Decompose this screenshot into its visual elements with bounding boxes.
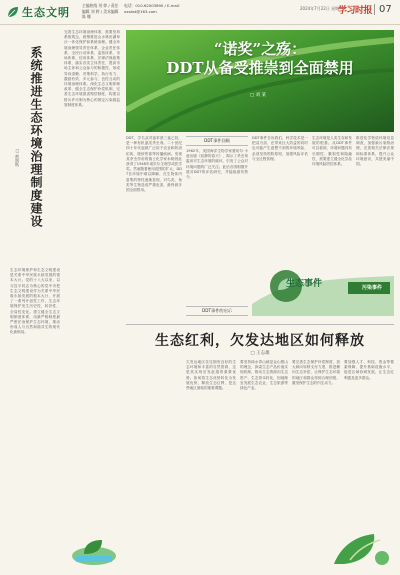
ddt-col-2 [186,136,248,318]
ddt-text-col-3: DDT事件告诉我们，科学技术是一把双刃剑，在带来巨大效益的同时也可能产生意想不到的环境风险，必须坚持预防原则，加强风险评估与全过程管理。 [252,136,308,161]
ddt-lesson-box [186,306,248,316]
feature-text-col-1: 生态环境保护和生态文明建设是关系中华民族永续发展的根本大计。党的十八大以来，以习近平同志为核心的党中央把生态文明建设作为关系中华民族永续发展的根本大计，开展了一系列开创性工作，生态环境保护发生历史性、转折性、全局性变化。建立健全生态文明制度体系，用最严格制度最严密法治保护生态环境，推动形成人与自然和谐共生的现代化新格局。 [10,268,60,335]
photo-headline-line-1: “诺奖”之殇： [213,40,307,58]
ddt-text-col-5: 推进化学物质环境信息调查，加强新污染物治理，完善相关法律法规和标准体系，提升公众环境意识，共建美丽中国。 [356,136,394,167]
article-byline: □ 王志雄 [250,351,270,356]
green-logo [70,536,118,566]
issue-date: 2024年7月22日 星期一 [300,6,344,11]
eco-logo [330,528,394,568]
article-text-col-1: 欠发达地区往往拥有良好的生态环境和丰富的自然资源，这是其实现后发赶超的重要优势。如何将生态优势转化为发展优势，释放生态红利，是这些地区面临的重要课题。 [186,360,236,391]
paper-name: 学习时报 [338,6,373,16]
emblem-subtitle: 污染事件 [361,285,382,291]
leaf-icon [6,5,20,19]
ddt-text-col-1: DDT，学名双对氯苯基三氯乙烷，是一种有机氯类杀虫剂。二十世纪四十年代起被广泛用于农业和防治疟疾、斑疹伤寒等传播疾病。发现其杀虫作用的瑞士化学家米勒因此获得了1948年诺贝尔生理学或医学奖。然而随着使用范围的扩大，DDT在环境中难以降解、在生物体内富集的特性逐渐显现，对鸟类、鱼类等生物造成严重危害，最终被多国全面禁用。 [126,136,182,193]
emblem-title: 生态事件 [286,279,323,289]
page-number: 07 [374,4,392,15]
feature-title: 系统推进生态环境治理制度建设 [29,46,43,228]
editors-info: 主编热线 刘 婷 / 责任编辑 刘 婷 / 美术编辑 陈 娜 [82,3,119,19]
feature-byline: □ 黄润秋 [15,148,20,167]
photo-byline: □ 刘 某 [250,93,267,98]
section-title: 生态文明 [22,6,70,19]
article-text-col-3: 要完善生态保护补偿制度，加大纵向转移支付力度，推进横向生态补偿，让保护生态环境的地区和群众得到合理回报，激发保护生态的内生动力。 [292,360,340,385]
ddt-review-label: DDT事件回顾 [186,136,248,146]
article-text-col-4: 要加强人才、科技、资金等要素保障，提升基础设施水平，促进区域协调发展，让生态红利惠及更多群众。 [344,360,394,380]
article-text-col-2: 要坚持绿水青山就是金山银山的理念，探索生态产品价值实现机制，推动生态资源向生态资产、生态资本转化，因地制宜发展生态农业、生态旅游等绿色产业。 [240,360,288,391]
ddt-text-col-2: 1962年，美国海洋生物学家蕾切尔·卡逊出版《寂静的春天》，揭示了杀虫剂滥用对生态环境的破坏，引发了公众对环境问题的广泛关注。此后各国相继开展对DDT的评估研究，并陆续颁布禁令。 [186,149,248,180]
photo-headline [126,40,394,78]
contact-info: 电话：010-62003890 / E-mail：xxsbst@163.com [124,3,183,14]
article-title: 生态红利，欠发达地区如何释放 [155,333,365,349]
section-divider [126,324,394,325]
ddt-text-col-4: 生态环境是人类生存和发展的根基。从DDT事件可以看到，环境问题具有长期性、累积性和隐蔽性，需要建立健全化学品环境风险防控体系。 [312,136,352,167]
feature-text-col-2: 完善生态环境治理体系，需要坚持系统观念，统筹推进山水林田湖草沙一体化保护和系统治理。健全环境治理领导责任体系、企业责任体系、全民行动体系、监管体系、市场体系、信用体系、法律法规政策体系，落实各类主体责任，提高市场主体和公众参与的积极性，形成导向清晰、决策科学、执行有力、激励有效、多元参与、良性互动的环境治理体系。深化生态文明体制改革，健全生态保护补偿机制，完善生态环境损害赔偿制度，构建以排污许可制为核心的固定污染源监管制度体系。 [64,30,120,107]
ddt-lesson-label: DDT事件的启示 [186,306,248,316]
photo-headline-line-2: DDT从备受推崇到全面禁用 [166,59,354,77]
